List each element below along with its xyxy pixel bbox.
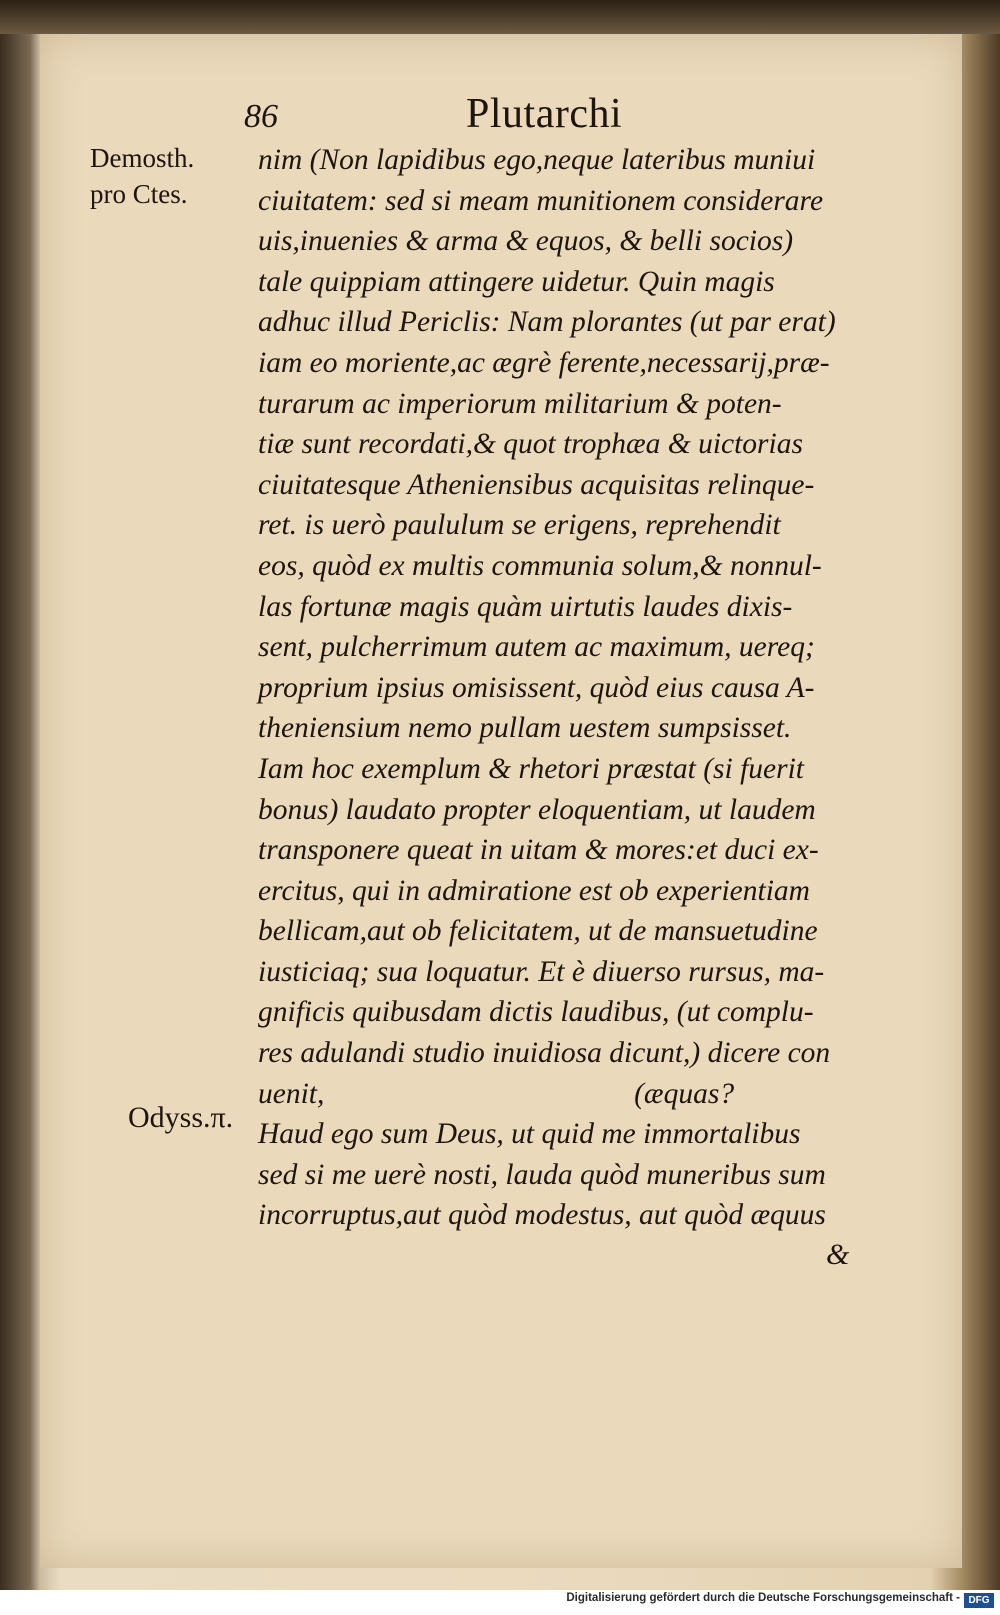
marginal-note-demosthenes	[90, 140, 194, 212]
text-line: Haud ego sum Deus, ut quid me immortalibus	[258, 1118, 801, 1151]
text-line: uis,inuenies & arma & equos, & belli socios)	[258, 225, 794, 258]
page-number: 86	[244, 98, 278, 135]
text-line: ciuitatem: sed si meam munitionem considerare	[258, 184, 824, 217]
text-line: bellicam,aut ob felicitatem, ut de mansuetudine	[258, 915, 818, 948]
text-line: iam eo moriente,ac ægrè ferente,necessarij,præ-	[258, 346, 830, 379]
text-line: las fortunæ magis quàm uirtutis laudes dixis-	[258, 590, 793, 623]
text-line: ercitus, qui in admiratione est ob experientiam	[258, 874, 810, 907]
text-line: nim (Non lapidibus ego,neque lateribus muniui	[258, 144, 816, 176]
body-text	[258, 140, 908, 1236]
text-line: adhuc illud Periclis: Nam plorantes (ut par erat)	[258, 306, 836, 339]
text-line: gnificis quibusdam dictis laudibus, (ut complu-	[258, 996, 814, 1029]
text-line: iusticiaq; sua loquatur. Et è diuerso rursus, ma-	[258, 955, 825, 988]
text-line: sed si me uerè nosti, lauda quòd muneribus sum	[258, 1158, 826, 1191]
text-line: uenit, (æquas?	[258, 1077, 735, 1110]
text-line: eos, quòd ex multis communia solum,& nonnul-	[258, 549, 822, 582]
running-head: Plutarchi	[466, 91, 623, 137]
text-line: transponere queat in uitam & mores:et duci ex-	[258, 834, 819, 867]
text-line: tale quippiam attingere uidetur. Quin magis	[258, 265, 775, 298]
text-line: Iam hoc exemplum & rhetori præstat (si fuerit	[258, 752, 804, 785]
text-line: proprium ipsius omisissent, quòd eius causa A-	[258, 671, 815, 704]
marginal-note-text: Demosth. pro Ctes.	[90, 143, 195, 209]
text-line: sent, pulcherrimum autem ac maximum, uereq;	[258, 631, 815, 664]
text-line: incorruptus,aut quòd modestus, aut quòd æquus	[258, 1199, 826, 1232]
book-top-edge	[0, 0, 1000, 34]
marginal-note-odyssey	[128, 1100, 233, 1136]
footer-strip	[0, 1590, 1000, 1615]
text-line: theniensium nemo pullam uestem sumpsisset.	[258, 712, 792, 745]
funding-credit: Digitalisierung gefördert durch die Deutsche Forschungsgemeinschaft -	[566, 1592, 960, 1604]
text-line: res adulandi studio inuidiosa dicunt,) dicere con	[258, 1037, 831, 1070]
marginal-note-text: Odyss.π.	[128, 1101, 234, 1134]
text-line: ciuitatesque Atheniensibus acquisitas relinque-	[258, 468, 815, 501]
dfg-logo: DFG	[964, 1593, 994, 1608]
text-line: turarum ac imperiorum militarium & poten-	[258, 387, 782, 420]
text-line: bonus) laudato propter eloquentiam, ut laudem	[258, 793, 816, 826]
catchword: &	[826, 1238, 850, 1271]
text-line: ret. is uerò paululum se erigens, reprehendit	[258, 509, 781, 542]
text-line: tiæ sunt recordati,& quot trophæa & uictorias	[258, 428, 803, 461]
